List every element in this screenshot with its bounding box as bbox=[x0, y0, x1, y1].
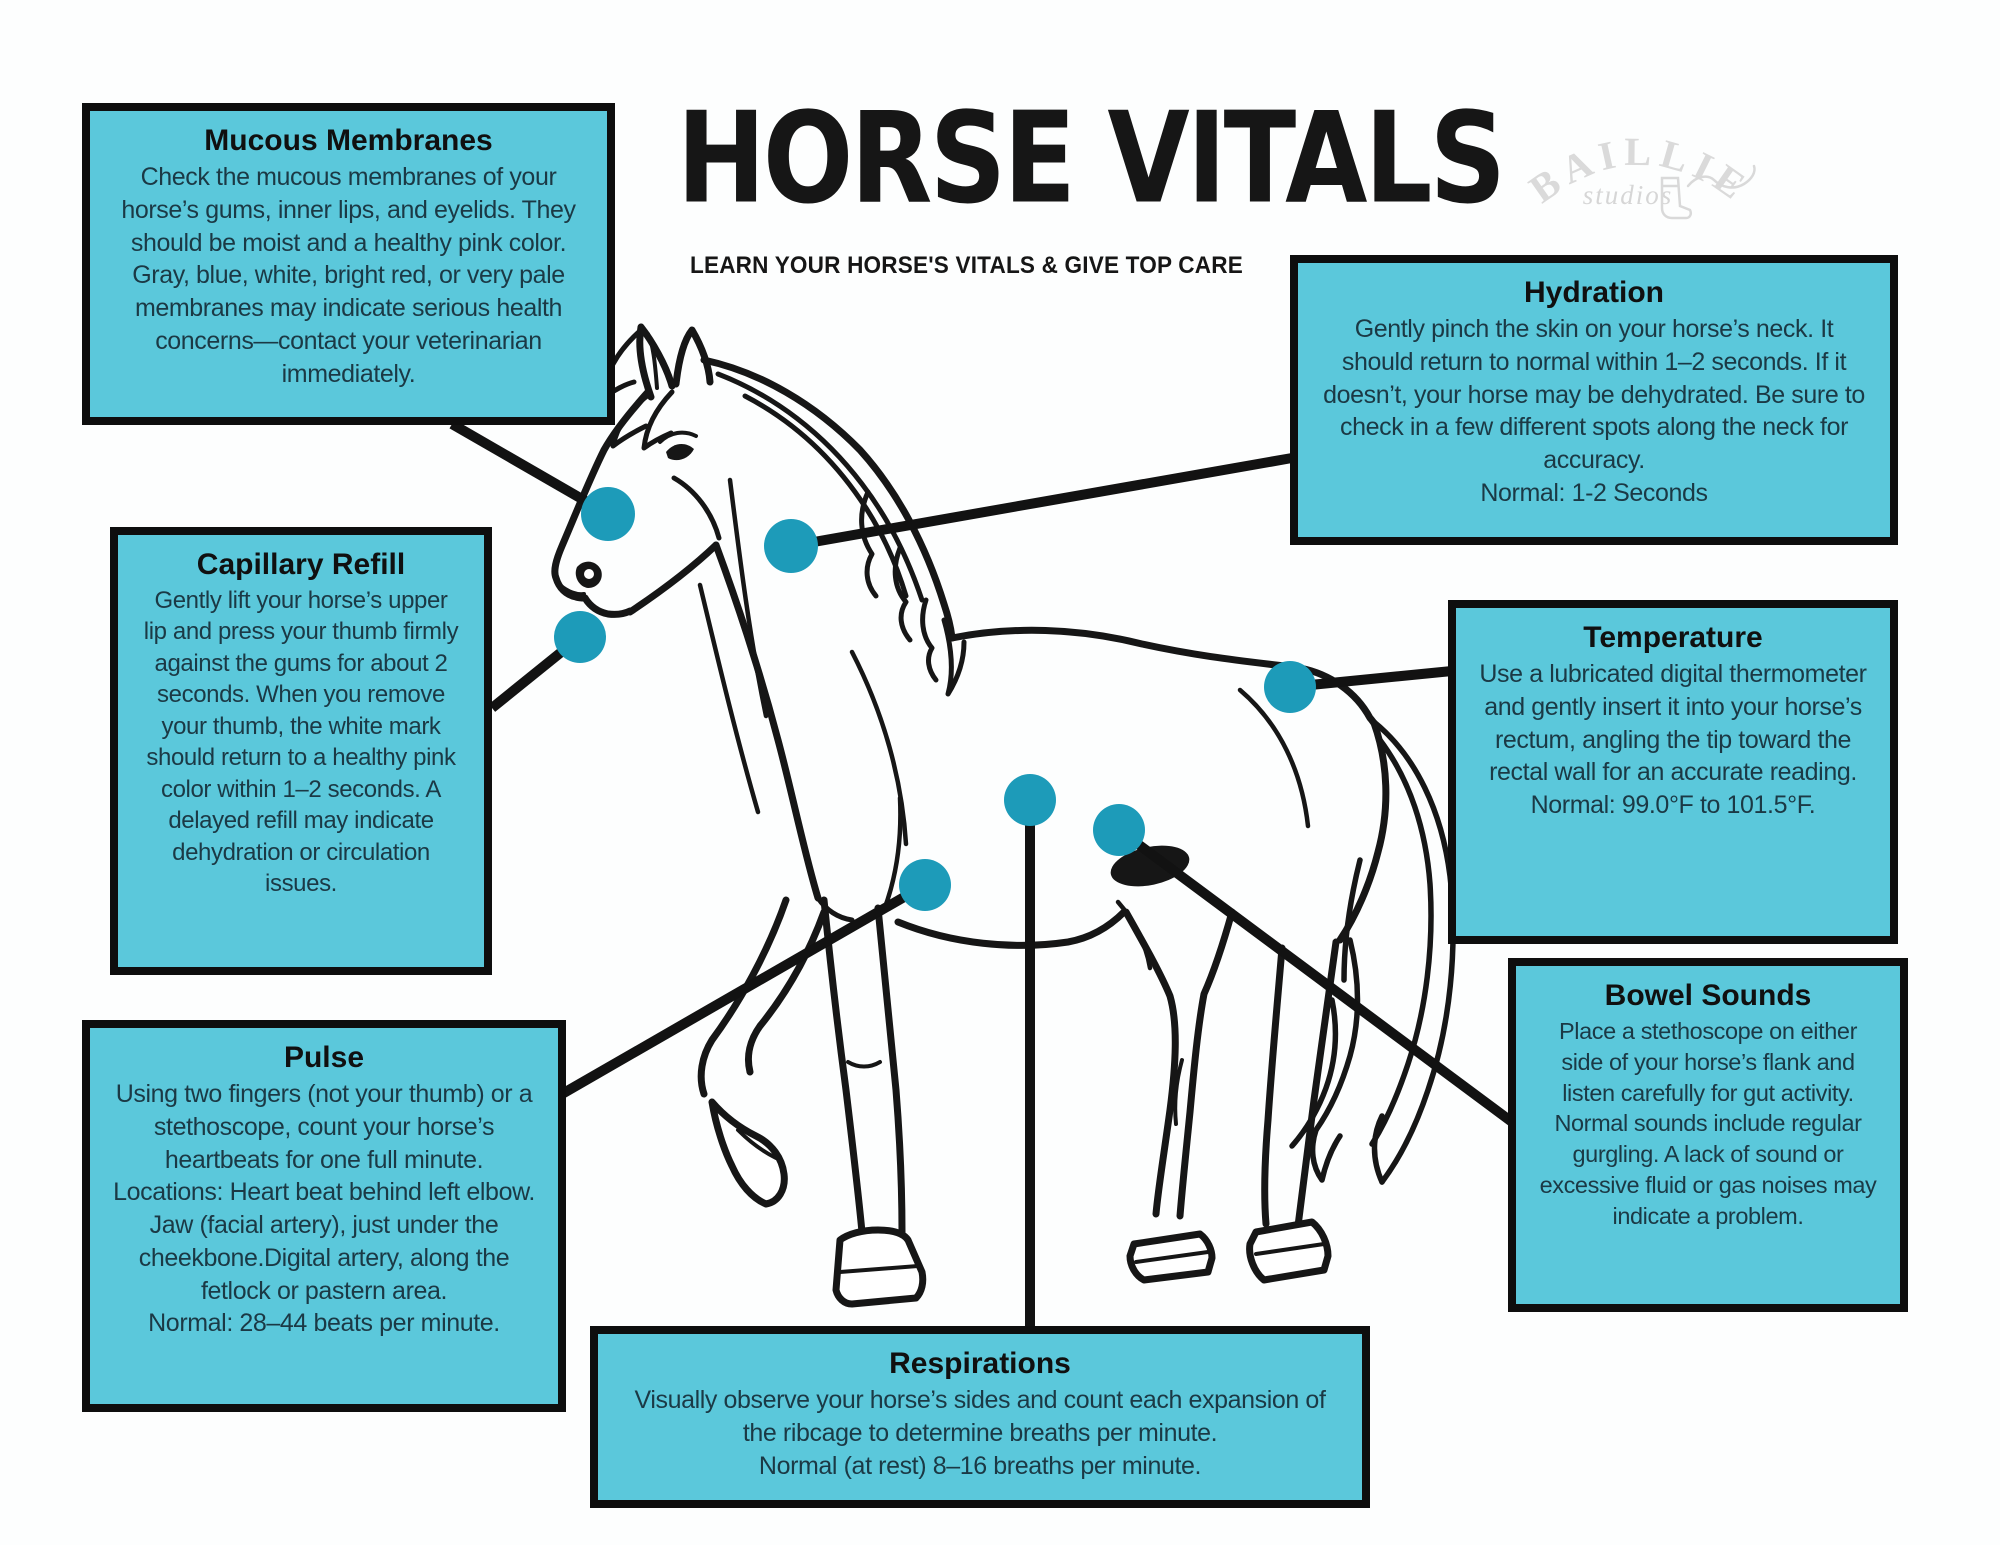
callout-title: Temperature bbox=[1583, 621, 1763, 654]
page-title: HORSE VITALS bbox=[676, 85, 1504, 232]
callout-title: Bowel Sounds bbox=[1604, 979, 1812, 1012]
callout-normal-value: Normal: 99.0°F to 101.5°F. bbox=[1530, 791, 1816, 819]
horse-shoulder-line bbox=[852, 652, 906, 844]
croup-dot bbox=[1264, 661, 1316, 713]
connector-lines bbox=[452, 424, 1512, 1330]
neck-dot bbox=[764, 519, 818, 573]
callout-bowel-sounds bbox=[1508, 958, 1908, 1312]
connector-line-pulse bbox=[562, 885, 925, 1094]
callout-temperature bbox=[1448, 600, 1898, 944]
callout-mucous-membranes bbox=[82, 103, 615, 425]
horse-buttock-outline bbox=[1340, 723, 1386, 940]
behind-elbow-dot bbox=[899, 859, 951, 911]
callout-body: Check the mucous membranes of your horse’s gums, inner lips, and eyelids. They should be moist and a healthy pink color. Gray, blue, white, bright red, or very pale membranes may indicate serious health concerns—contact your veterinarian immediately. bbox=[121, 163, 576, 388]
marker-dots bbox=[554, 487, 1316, 911]
callout-hydration bbox=[1290, 255, 1898, 545]
horse-foreleg-knee-line bbox=[848, 1062, 880, 1067]
callout-respirations bbox=[590, 1326, 1370, 1508]
horse-hindleg-near-front-edge bbox=[1126, 912, 1175, 1214]
callout-normal-value: Normal: 28–44 beats per minute. bbox=[148, 1309, 500, 1338]
horse-ear-inner-line bbox=[648, 334, 657, 388]
horse-eye bbox=[666, 444, 694, 460]
callout-title: Hydration bbox=[1523, 276, 1664, 309]
callout-body: Use a lubricated digital thermometer and gently insert it into your horse’s rectum, angling the tip toward the rectal wall for an accurate reading. bbox=[1479, 660, 1867, 787]
flank-dot bbox=[1093, 804, 1145, 856]
callout-title: Respirations bbox=[889, 1347, 1071, 1380]
horse-cheek-line bbox=[674, 478, 719, 538]
jaw-cheek-dot bbox=[581, 487, 635, 541]
callout-capillary-refill bbox=[110, 527, 492, 975]
horse-foreleg-rear-edge bbox=[878, 908, 902, 1232]
horse-hindleg-far-front-edge bbox=[1265, 948, 1282, 1224]
callout-title: Capillary Refill bbox=[196, 548, 406, 581]
logo-sub-script: studios bbox=[1582, 180, 1674, 210]
callout-body: Place a stethoscope on either side of your horse’s flank and listen carefully for gut activity. Normal sounds include regular gurgling. A lack of sound or excessive fluid or gas noises may indicate a problem. bbox=[1539, 1018, 1877, 1229]
ribcage-dot bbox=[1004, 774, 1056, 826]
horse-lower-lip bbox=[585, 598, 630, 614]
horse-belly-line bbox=[898, 912, 1124, 945]
callout-normal-value: Normal: 1-2 Seconds bbox=[1480, 478, 1708, 507]
callout-normal-value: Normal (at rest) 8–16 breaths per minute. bbox=[758, 1451, 1202, 1480]
page-subtitle: LEARN YOUR HORSE'S VITALS & GIVE TOP CARE bbox=[690, 252, 1243, 279]
horse-crest-line bbox=[704, 360, 952, 638]
callout-title: Pulse bbox=[283, 1041, 365, 1074]
horse-tail bbox=[1292, 722, 1453, 1182]
connector-line-mucous-membranes bbox=[452, 424, 608, 514]
horse-raised-leg-outer bbox=[701, 900, 786, 1094]
callout-pulse bbox=[82, 1020, 566, 1412]
horse-girth-line bbox=[884, 798, 900, 910]
logo-name-arched: BAILLIE bbox=[1521, 128, 1759, 212]
brand-logo bbox=[1521, 129, 1759, 218]
callout-body: Visually observe your horse’s sides and count each expansion of the ribcage to determine breaths per minute. bbox=[634, 1386, 1326, 1447]
callout-body: Gently pinch the skin on your horse’s neck. It should return to normal within 1–2 seconds. If it doesn’t, your horse may be dehydrated. Be sure to check in a few different spots along the neck for accuracy. bbox=[1323, 315, 1865, 474]
horse-raised-hoof bbox=[712, 1102, 784, 1204]
callout-body: Using two fingers (not your thumb) or a stethoscope, count your horse’s heartbeats for one full minute. Locations: Heart beat behind left elbow. Jaw (facial artery), just under the cheekbone.Digital artery, along the fetlock or pastern area. bbox=[113, 1080, 535, 1305]
callout-title: Mucous Membranes bbox=[204, 124, 493, 157]
horse-raised-leg-inner bbox=[748, 912, 824, 1072]
horse-hindleg-near-rear-edge bbox=[1180, 912, 1232, 1216]
callout-body: Gently lift your horse’s upper lip and press your thumb firmly against the gums for about 2 seconds. When you remove your thumb, the white mark should return to a healthy pink color within 1–2 seconds. A delayed refill may indicate dehydration or circulation issues. bbox=[143, 587, 459, 897]
muzzle-lip-dot bbox=[554, 611, 606, 663]
horse-nostril-inner bbox=[584, 569, 594, 579]
